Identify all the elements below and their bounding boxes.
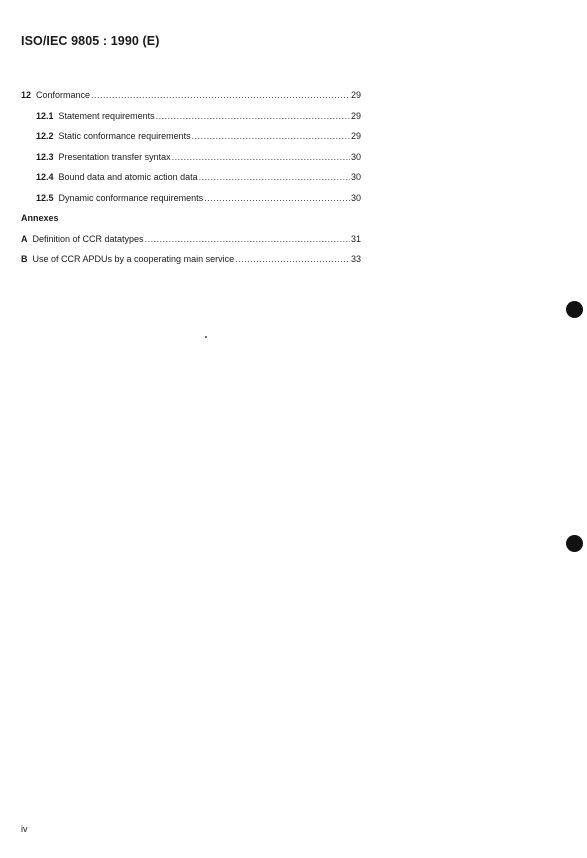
toc-entry-page: 30 [350, 151, 361, 162]
binder-hole-bottom [566, 535, 583, 552]
toc-entry-number: 12.3 [36, 151, 54, 162]
toc-entry-title: Statement requirements [58, 110, 155, 121]
dot-leader [199, 170, 350, 184]
toc-entry-title: Bound data and atomic action data [58, 172, 198, 182]
page-number: iv [21, 824, 28, 834]
toc-entry-page: 29 [350, 131, 361, 141]
dot-leader [204, 191, 350, 205]
toc-entry-title: Presentation transfer syntax [58, 151, 171, 162]
toc-entry-title: Conformance [36, 90, 91, 100]
toc-entry-title: Use of CCR APDUs by a cooperating main service [32, 254, 235, 264]
dot-leader [91, 88, 350, 102]
toc-entry-title: Definition of CCR datatypes [32, 233, 144, 244]
toc-entry-annex-b[interactable] [21, 252, 361, 273]
annexes-heading: Annexes [21, 213, 59, 223]
toc-entry-12[interactable] [21, 88, 361, 109]
dot-leader [192, 129, 350, 143]
toc-entry-page: 29 [350, 90, 361, 100]
toc-entry-12-3[interactable] [21, 150, 361, 171]
toc-entry-12-1[interactable] [21, 109, 361, 130]
toc-entry-12-5[interactable] [21, 191, 361, 212]
toc-entry-page: 33 [350, 254, 361, 264]
dot-leader [145, 232, 350, 246]
toc-entry-page: 29 [350, 110, 361, 121]
toc-entry-title: Static conformance requirements [58, 131, 191, 141]
scan-speck [205, 336, 207, 338]
toc-entry-number: A [21, 233, 28, 244]
toc-entry-title: Dynamic conformance requirements [58, 192, 204, 203]
table-of-contents [21, 88, 361, 273]
toc-entry-page: 30 [350, 172, 361, 182]
binder-hole-top [566, 301, 583, 318]
toc-entry-number: 12 [21, 90, 32, 100]
toc-entry-number: 12.2 [36, 131, 54, 141]
toc-entry-12-4[interactable] [21, 170, 361, 191]
toc-entry-12-2[interactable] [21, 129, 361, 150]
toc-entry-page: 30 [350, 192, 361, 203]
toc-entry-number: 12.1 [36, 110, 54, 121]
toc-entry-number: 12.5 [36, 192, 54, 203]
dot-leader [156, 109, 350, 123]
toc-entry-annex-a[interactable] [21, 232, 361, 253]
dot-leader [172, 150, 350, 164]
toc-entry-number: 12.4 [36, 172, 54, 182]
toc-entry-number: B [21, 254, 28, 264]
toc-entry-page: 31 [350, 233, 361, 244]
document-header: ISO/IEC 9805 : 1990 (E) [21, 34, 160, 48]
dot-leader [235, 252, 350, 266]
